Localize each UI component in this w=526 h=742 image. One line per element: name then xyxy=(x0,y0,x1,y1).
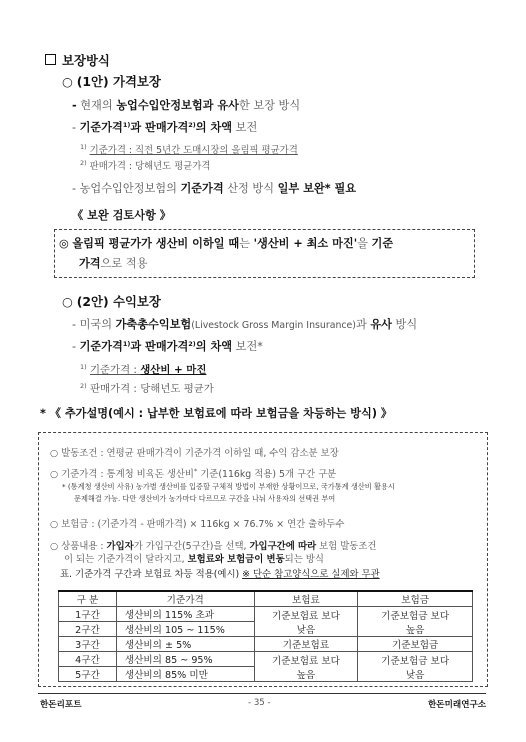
table-row xyxy=(59,637,473,652)
extra-title: * 《 추가설명(예시 : 납부한 보험료에 따라 보험금을 차등하는 방식) 》 xyxy=(40,407,393,420)
table-cell: 기준보험금 보다 낮음 xyxy=(358,652,473,682)
table-header-cell: 기준가격 xyxy=(116,591,254,607)
review-box xyxy=(54,229,475,278)
table-header-cell: 보험금 xyxy=(358,591,473,607)
footnote-3: $^{1)}$ 기준가격 : 생산비 + 마진 xyxy=(80,363,207,376)
page-number: - 35 - xyxy=(248,698,271,708)
opt1-item-1: - 현재의 농업수입안정보험과 유사한 보장 방식 xyxy=(72,99,301,112)
table-caption: 표. 기준가격 구간과 보험료 차등 적용(예시) ※ 단순 참고양식으로 실제와 무관 xyxy=(60,569,380,580)
extra-line-5: 이 되는 기준가격이 달라지고, 보험료와 보험금이 변동되는 방식 xyxy=(64,554,324,565)
option-2-heading: ○ (2안) 수익보장 xyxy=(62,294,161,309)
premium-table xyxy=(58,590,473,682)
opt1-item-3: - 농업수입안정보험의 기준가격 산정 방식 일부 보완* 필요 xyxy=(72,182,357,195)
extra-line-3: ○ 보험금 : (기준가격 - 판매가격) × 116kg × 76.7% × 연간 출하두수 xyxy=(50,519,345,530)
extra-line-1: ○ 발동조건 : 연평균 판매가격이 기준가격 이하일 때, 수익 감소분 보장 xyxy=(50,448,339,459)
table-row xyxy=(59,607,473,622)
footer-divider xyxy=(38,693,486,694)
table-header-cell: 구 분 xyxy=(59,591,117,607)
review-line-2: 가격으로 적용 xyxy=(79,257,148,270)
footer-right: 한돈미래연구소 xyxy=(428,700,487,710)
section-title: 보장방식 xyxy=(45,51,110,69)
table-cell: 생산비의 ± 5% xyxy=(116,637,254,652)
circle-bullet-icon: ○ xyxy=(50,541,59,552)
table-cell: 4구간 xyxy=(59,652,117,667)
table-cell: 생산비의 85% 미만 xyxy=(116,667,254,682)
table-row xyxy=(59,652,473,667)
footnote-1: $^{1)}$ 기준가격 : 직전 5년간 도매시장의 올림픽 평균가격 xyxy=(80,143,298,156)
extra-note-1: * (통계청 생산비 사유) 농가별 생산비를 입증할 구체적 방법이 부재한 상황이므로, 국가통계 생산비 활용시 xyxy=(62,482,395,491)
opt2-item-1: - 미국의 가축총수익보험(Livestock Gross Margin Insurance)과 유사 방식 xyxy=(72,318,418,331)
footnote-2: $^{2)}$ 판매가격 : 당해년도 평균가격 xyxy=(80,159,211,172)
table-cell: 1구간 xyxy=(59,607,117,622)
table-cell: 생산비의 115% 초과 xyxy=(116,607,254,622)
circle-bullet-icon: ○ xyxy=(62,294,73,309)
review-line-1: ◎ 올림픽 평균가가 생산비 이하일 때는 '생산비 + 최소 마진'을 기준 xyxy=(59,237,394,250)
option-1-heading: ○ (1안) 가격보장 xyxy=(62,74,161,89)
circle-bullet-icon: ○ xyxy=(50,469,59,480)
table-header-row xyxy=(59,591,473,607)
table-cell: 생산비의 85 ~ 95% xyxy=(116,652,254,667)
table-cell: 기준보험금 xyxy=(358,637,473,652)
extra-line-4: ○ 상품내용 : 가입자가 가입구간(5구간)을 선택, 가입구간에 따라 보험 발동조건 xyxy=(50,541,377,552)
circle-bullet-icon: ○ xyxy=(50,448,59,459)
table-cell: 2구간 xyxy=(59,622,117,637)
table-cell: 5구간 xyxy=(59,667,117,682)
opt1-item-2: - 기준가격$^{1)}$과 판매가격$^{2)}$의 차액 보전 xyxy=(72,121,258,134)
extra-note-2: 문제해결 가능. 다만 생산비가 농가마다 다르므로 구간을 나눠 사용자의 선택권 부여 xyxy=(74,494,336,503)
table-cell: 기준보험료 xyxy=(254,637,358,652)
circle-bullet-icon: ○ xyxy=(50,519,59,530)
double-circle-icon: ◎ xyxy=(59,237,69,250)
table-cell: 기준보험료 보다 높음 xyxy=(254,652,358,682)
square-bullet-icon xyxy=(45,54,56,65)
table-header-cell: 보험료 xyxy=(254,591,358,607)
table-cell: 기준보험금 보다 높음 xyxy=(358,607,473,637)
opt2-item-2: - 기준가격$^{1)}$과 판매가격$^{2)}$의 차액 보전* xyxy=(72,340,263,353)
footer-left: 한돈리포트 xyxy=(40,700,82,710)
review-title: 《 보완 검토사항 》 xyxy=(72,209,171,222)
circle-bullet-icon: ○ xyxy=(62,74,73,89)
extra-line-2: ○ 기준가격 : 통계청 비육돈 생산비* 기준(116kg 적용) 5개 구간 구분 xyxy=(50,467,337,480)
footnote-4: $^{2)}$ 판매가격 : 당해년도 평균가 xyxy=(80,382,214,395)
table-cell: 기준보험료 보다 낮음 xyxy=(254,607,358,637)
table-cell: 3구간 xyxy=(59,637,117,652)
table-cell: 생산비의 105 ~ 115% xyxy=(116,622,254,637)
